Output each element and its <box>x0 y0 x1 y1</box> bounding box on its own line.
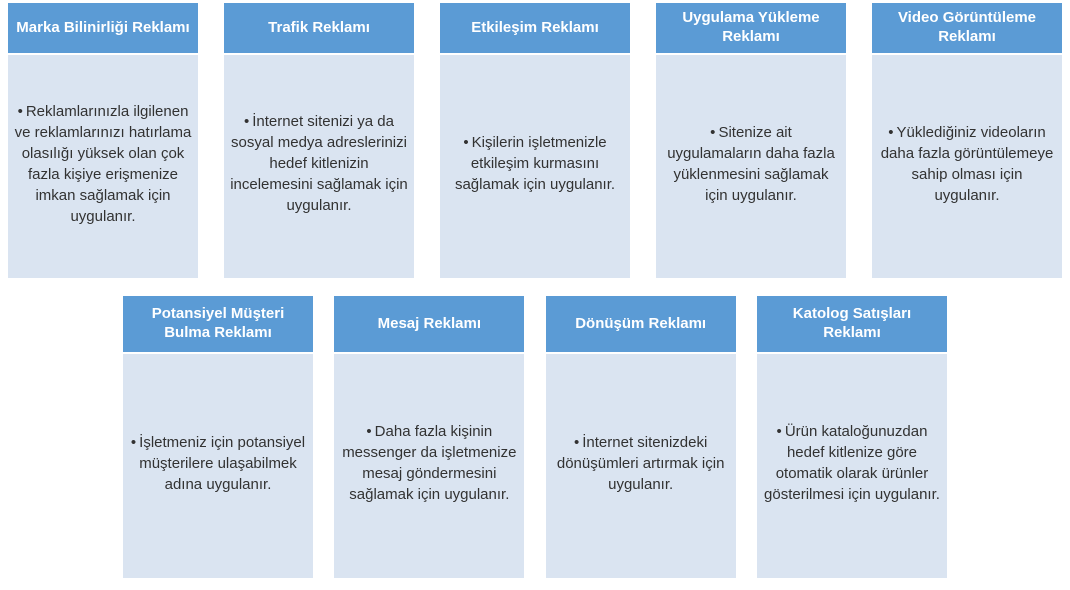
bullet-icon: • <box>776 423 782 440</box>
bullet-icon: • <box>888 123 894 141</box>
bullet-icon: • <box>130 433 137 451</box>
card-title: Video Görüntüleme Reklamı <box>872 3 1062 55</box>
card-body <box>546 354 736 578</box>
card-description-text: Kişilerin işletmenizle etkileşim kurmasını sağlamak için uygulanır. <box>454 134 616 193</box>
card-description-text: Reklamlarınızla ilgilenen ve reklamlarınızı hatırlama olasılığı yüksek olan çok fazla kişiye erişmenize imkan sağlamak için uygulanır. <box>14 102 192 225</box>
card-description-text: Sitenize ait uygulamaların daha fazla yüklenmesini sağlamak için uygulanır. <box>667 123 835 204</box>
card-marka-bilinirligi-reklami <box>8 3 198 278</box>
card-title: Etkileşim Reklamı <box>440 3 630 55</box>
card-description-text: Daha fazla kişinin messenger da işletmenize mesaj göndermesini sağlamak için uygulanır. <box>342 423 517 503</box>
card-body <box>872 55 1062 278</box>
card-description <box>763 421 941 505</box>
card-description-text: Yüklediğiniz videoların daha fazla görüntülemeye sahip olması için uygulanır. <box>880 123 1054 204</box>
card-title: Marka Bilinirliği Reklamı <box>8 3 198 55</box>
card-body <box>224 55 414 278</box>
card-etkilesim-reklami <box>440 3 630 278</box>
diagram-row-top <box>0 3 1070 278</box>
card-description <box>552 432 730 495</box>
bullet-icon: • <box>710 123 716 141</box>
ad-types-diagram <box>0 3 1070 590</box>
card-body <box>123 354 313 578</box>
bullet-icon: • <box>573 433 580 451</box>
card-uygulama-yukleme-reklami <box>656 3 846 278</box>
card-title: Dönüşüm Reklamı <box>546 296 736 354</box>
card-description-text: İşletmeniz için potansiyel müşterilere ulaşabilmek adına uygulanır. <box>139 433 306 493</box>
card-title: Mesaj Reklamı <box>334 296 524 354</box>
card-description <box>662 122 840 206</box>
card-body <box>757 354 947 578</box>
diagram-row-bottom <box>123 296 947 578</box>
card-description <box>129 432 307 495</box>
bullet-icon: • <box>17 102 23 120</box>
bullet-icon: • <box>463 134 469 151</box>
card-description-text: İnternet sitenizi ya da sosyal medya adreslerinizi hedef kitlenizin incelemesini sağlamak için uygulanır. <box>230 113 408 214</box>
card-title: Katolog Satışları Reklamı <box>757 296 947 354</box>
card-body <box>8 55 198 278</box>
card-video-goruntuleme-reklami <box>872 3 1062 278</box>
card-katolog-satislari-reklami <box>757 296 947 578</box>
card-body <box>656 55 846 278</box>
card-title: Uygulama Yükleme Reklamı <box>656 3 846 55</box>
card-description <box>230 111 408 216</box>
card-description <box>446 132 624 195</box>
card-trafik-reklami <box>224 3 414 278</box>
card-description-text: Ürün kataloğunuzdan hedef kitlenize göre otomatik olarak ürünler gösterilmesi için uygulanır. <box>764 423 940 503</box>
bullet-icon: • <box>243 113 250 130</box>
card-potansiyel-musteri-bulma-reklami <box>123 296 313 578</box>
card-body <box>440 55 630 278</box>
card-description <box>878 122 1056 206</box>
bullet-icon: • <box>366 423 372 440</box>
card-body <box>334 354 524 578</box>
card-title: Potansiyel Müşteri Bulma Reklamı <box>123 296 313 354</box>
card-description-text: İnternet sitenizdeki dönüşümleri artırmak için uygulanır. <box>556 433 725 493</box>
card-mesaj-reklami <box>334 296 524 578</box>
card-description <box>340 421 518 505</box>
card-donusum-reklami <box>546 296 736 578</box>
card-title: Trafik Reklamı <box>224 3 414 55</box>
card-description <box>14 101 192 227</box>
